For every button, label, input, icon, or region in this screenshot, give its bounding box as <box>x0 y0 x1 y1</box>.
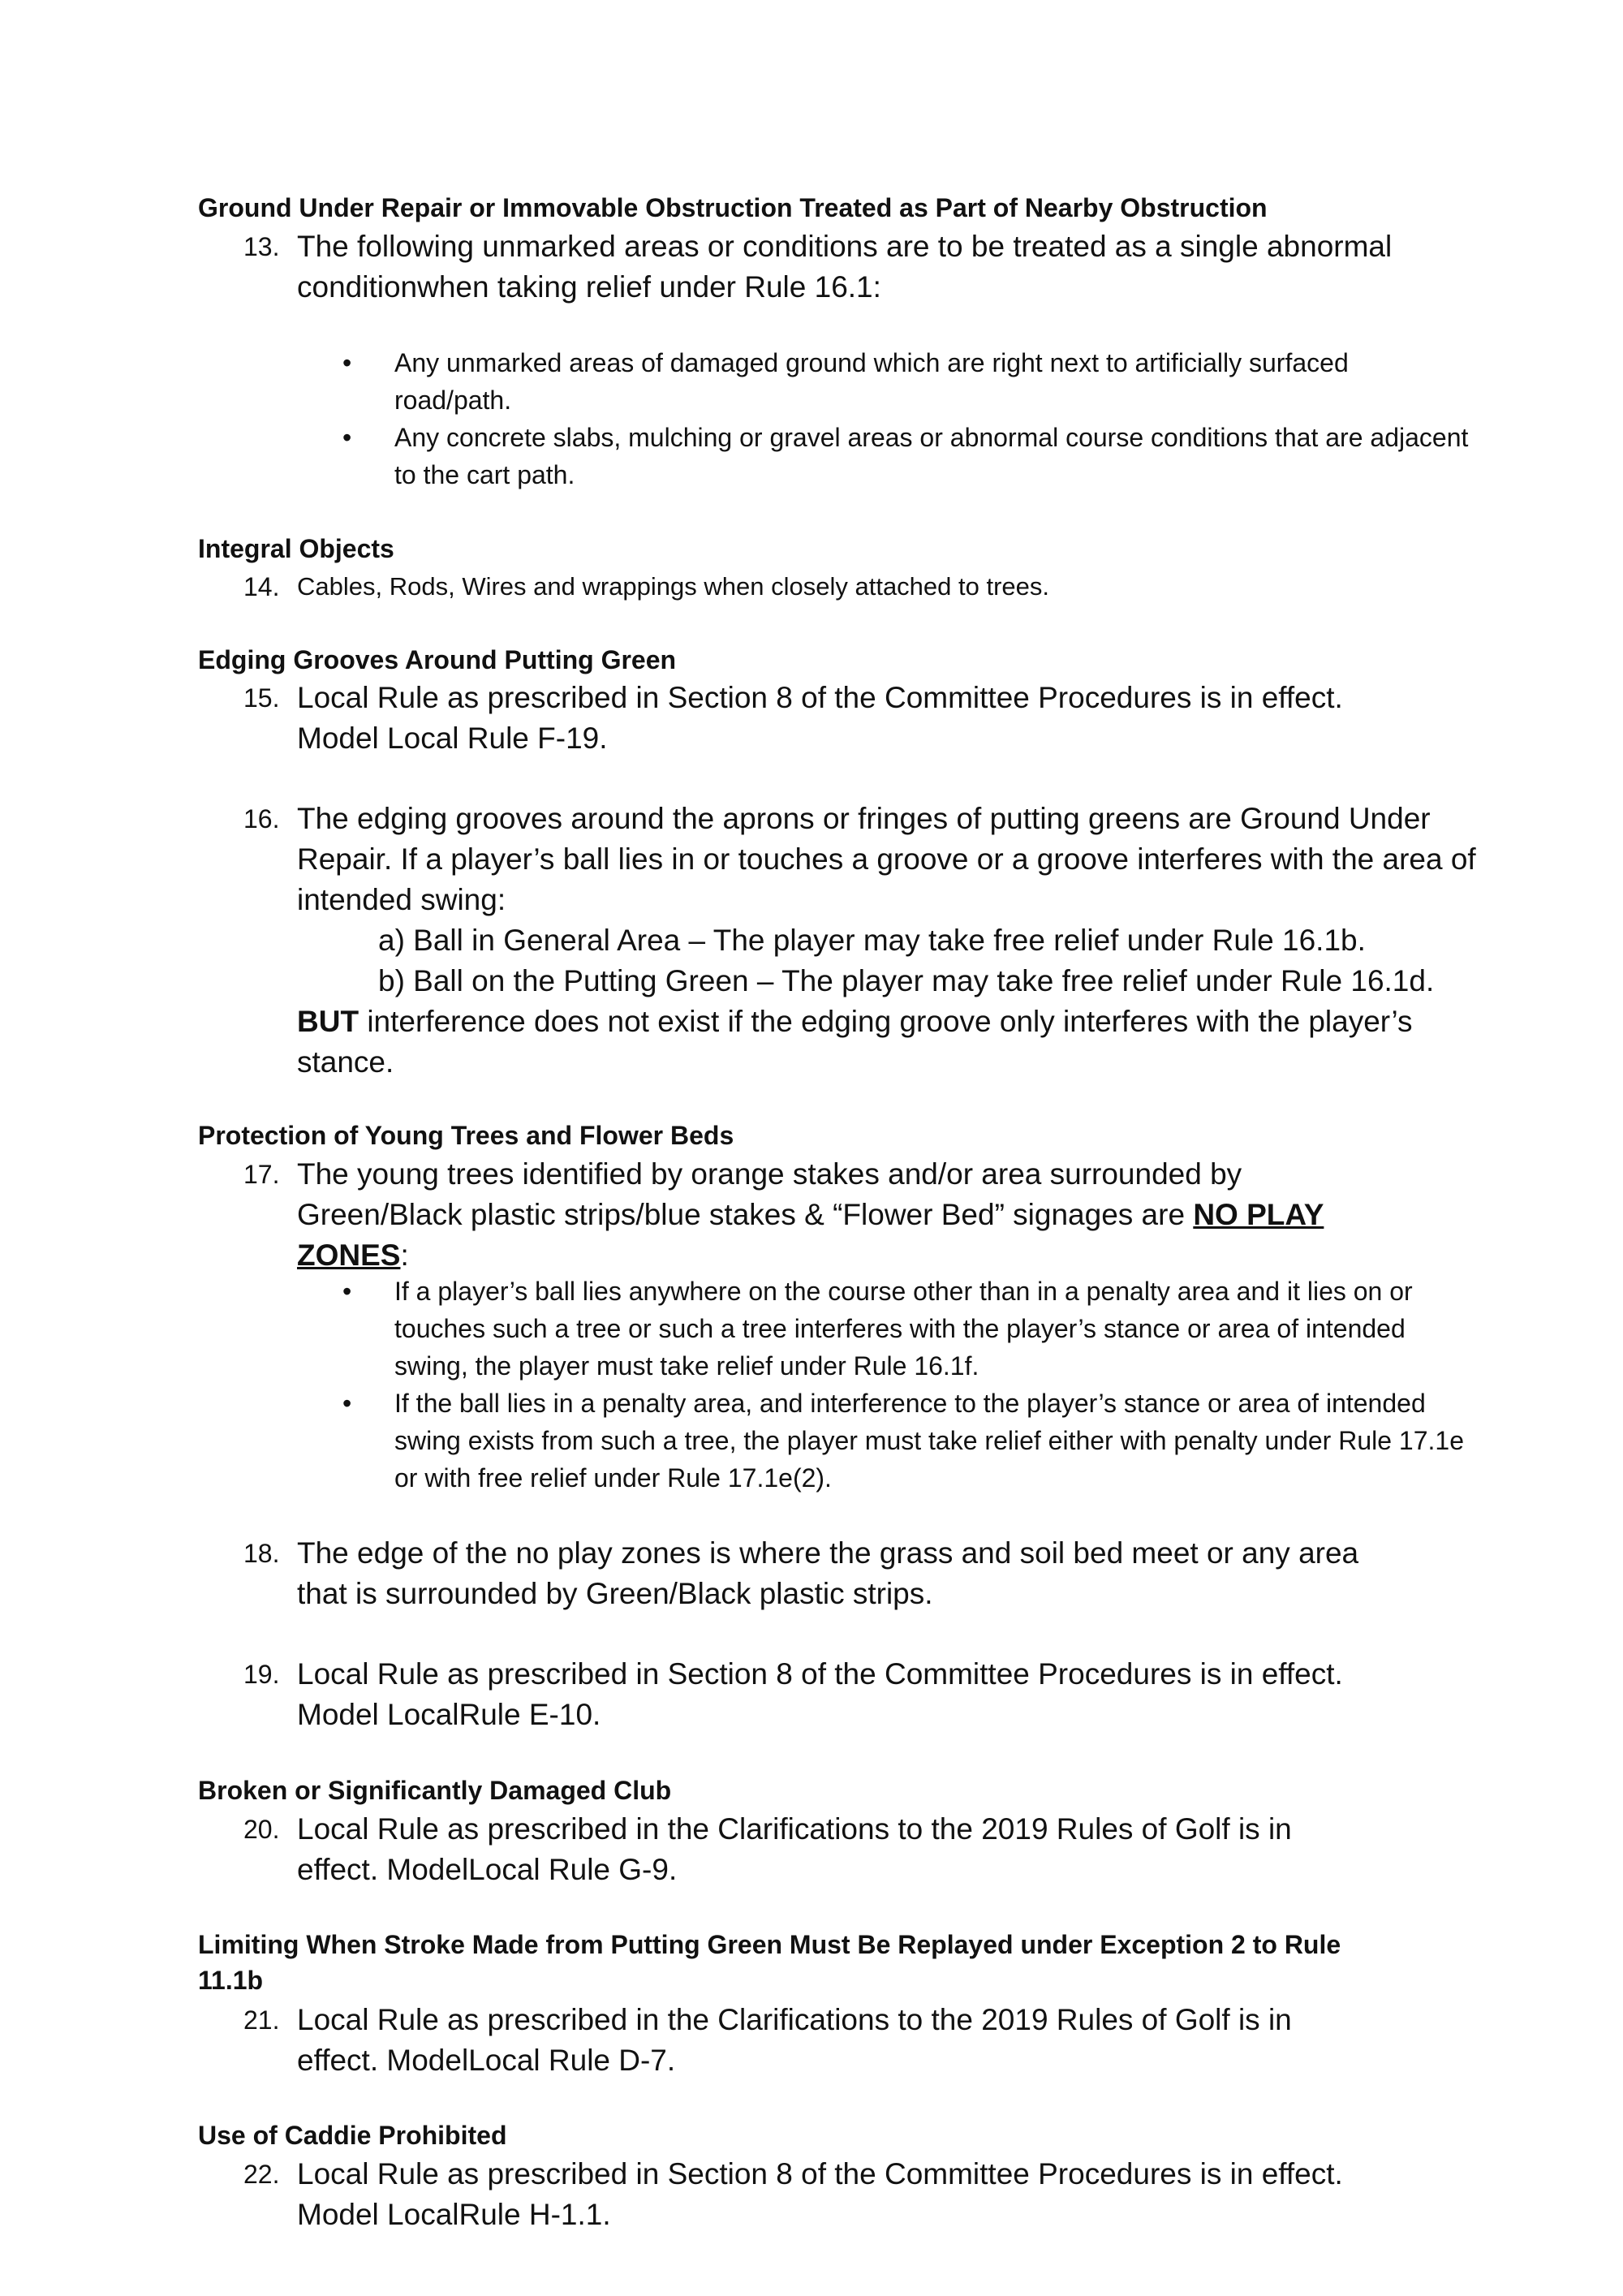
list-item: • Any concrete slabs, mulching or gravel areas or abnormal course conditions that are adjacent to the cart path. <box>341 419 1469 493</box>
rule-text: Local Rule as prescribed in Section 8 of the Committee Procedures is in effect. Model LocalRule E-10. <box>297 1657 1343 1731</box>
rule-text: The young trees identified by orange stakes and/or area surrounded by Green/Black plastic strips/blue stakes & “Flower Bed” signages are <box>297 1157 1242 1231</box>
section-heading-limiting-stroke: Limiting When Stroke Made from Putting Green Must Be Replayed under Exception 2 to Rule 11.1b <box>198 1930 1341 1995</box>
section-heading-edging: Edging Grooves Around Putting Green <box>198 645 677 674</box>
rule-number: 14. <box>243 572 280 601</box>
sub-item-a: a) Ball in General Area – The player may take free relief under Rule 16.1b. <box>378 924 1366 957</box>
rule-item-13 <box>243 226 1412 308</box>
rule-number: 16. <box>243 804 280 834</box>
rule-number: 20. <box>243 1815 280 1844</box>
rule-item-22 <box>243 2154 1412 2235</box>
but-text: interference does not exist if the edging groove only interferes with the player’s stance. <box>297 1005 1413 1079</box>
section-heading-gur: Ground Under Repair or Immovable Obstruction Treated as Part of Nearby Obstruction <box>198 193 1268 222</box>
but-label: BUT <box>297 1005 359 1038</box>
rule-number: 17. <box>243 1160 280 1189</box>
rule-text: The following unmarked areas or conditions are to be treated as a single abnormal conditionwhen taking relief under Rule 16.1: <box>297 230 1393 304</box>
rule-text: Cables, Rods, Wires and wrappings when closely attached to trees. <box>297 572 1050 601</box>
rule-item-15 <box>243 678 1412 759</box>
rule-number: 22. <box>243 2160 280 2189</box>
rule-number: 19. <box>243 1660 280 1689</box>
bullet-icon: • <box>342 1277 352 1306</box>
list-item: • Any unmarked areas of damaged ground which are right next to artificially surfaced road/path. <box>341 344 1469 419</box>
rule-text: Local Rule as prescribed in Section 8 of the Committee Procedures is in effect. Model Local Rule F-19. <box>297 681 1343 755</box>
rule-item-21 <box>243 2000 1331 2081</box>
rule-item-19 <box>243 1654 1412 1735</box>
rule-item-18 <box>243 1533 1412 1614</box>
rule-item-17: 17. The young trees identified by orange stakes and/or area surrounded by Green/Black plastic strips/blue stakes & “Flower Bed” signages are NO PLAY ZONES: <box>243 1154 1412 1276</box>
section-heading-broken-club: Broken or Significantly Damaged Club <box>198 1776 672 1805</box>
rule-number: 13. <box>243 232 280 261</box>
no-play-zones-emphasis: NO PLAY ZONES <box>297 1198 1324 1272</box>
rule-text: Local Rule as prescribed in the Clarifications to the 2019 Rules of Golf is in effect. ModelLocal Rule D-7. <box>297 2003 1292 2077</box>
sub-item-b: b) Ball on the Putting Green – The player may take free relief under Rule 16.1d. <box>378 964 1435 997</box>
rule-text: Local Rule as prescribed in the Clarifications to the 2019 Rules of Golf is in effect. ModelLocal Rule G-9. <box>297 1812 1292 1886</box>
bullet-list-young-trees <box>341 1273 1469 1497</box>
section-heading-caddie: Use of Caddie Prohibited <box>198 2121 507 2150</box>
bullet-icon: • <box>342 348 352 377</box>
rule-number: 21. <box>243 2005 280 2035</box>
section-heading-integral: Integral Objects <box>198 534 394 563</box>
bullet-icon: • <box>342 1389 352 1418</box>
rule-number: 18. <box>243 1539 280 1568</box>
list-item: • If the ball lies in a penalty area, and interference to the player’s stance or area of intended swing exists from such a tree, the player must take relief either with penalty under Rule 17.1e or with free relief under Rule 17.1e(2). <box>341 1385 1469 1497</box>
section-heading-young-trees: Protection of Young Trees and Flower Beds <box>198 1121 734 1150</box>
rule-text: The edge of the no play zones is where the grass and soil bed meet or any area that is surrounded by Green/Black plastic strips. <box>297 1536 1359 1610</box>
but-clause <box>297 1005 1413 1079</box>
list-item: • If a player’s ball lies anywhere on the course other than in a penalty area and it lies on or touches such a tree or such a tree interferes with the player’s stance or area of intended swing, the player must take relief under Rule 16.1f. <box>341 1273 1469 1385</box>
bullet-list-gur <box>341 344 1469 493</box>
rule-text: Local Rule as prescribed in Section 8 of the Committee Procedures is in effect. Model LocalRule H-1.1. <box>297 2157 1343 2231</box>
rule-item-20 <box>243 1809 1331 1890</box>
rule-item-16 <box>243 799 1493 1083</box>
rule-number: 15. <box>243 683 280 713</box>
rule-item-14 <box>243 569 1477 605</box>
bullet-icon: • <box>342 423 352 452</box>
rule-text: The edging grooves around the aprons or fringes of putting greens are Ground Under Repair. If a player’s ball lies in or touches a groove or a groove interferes with the area of intended swing: <box>297 802 1476 916</box>
